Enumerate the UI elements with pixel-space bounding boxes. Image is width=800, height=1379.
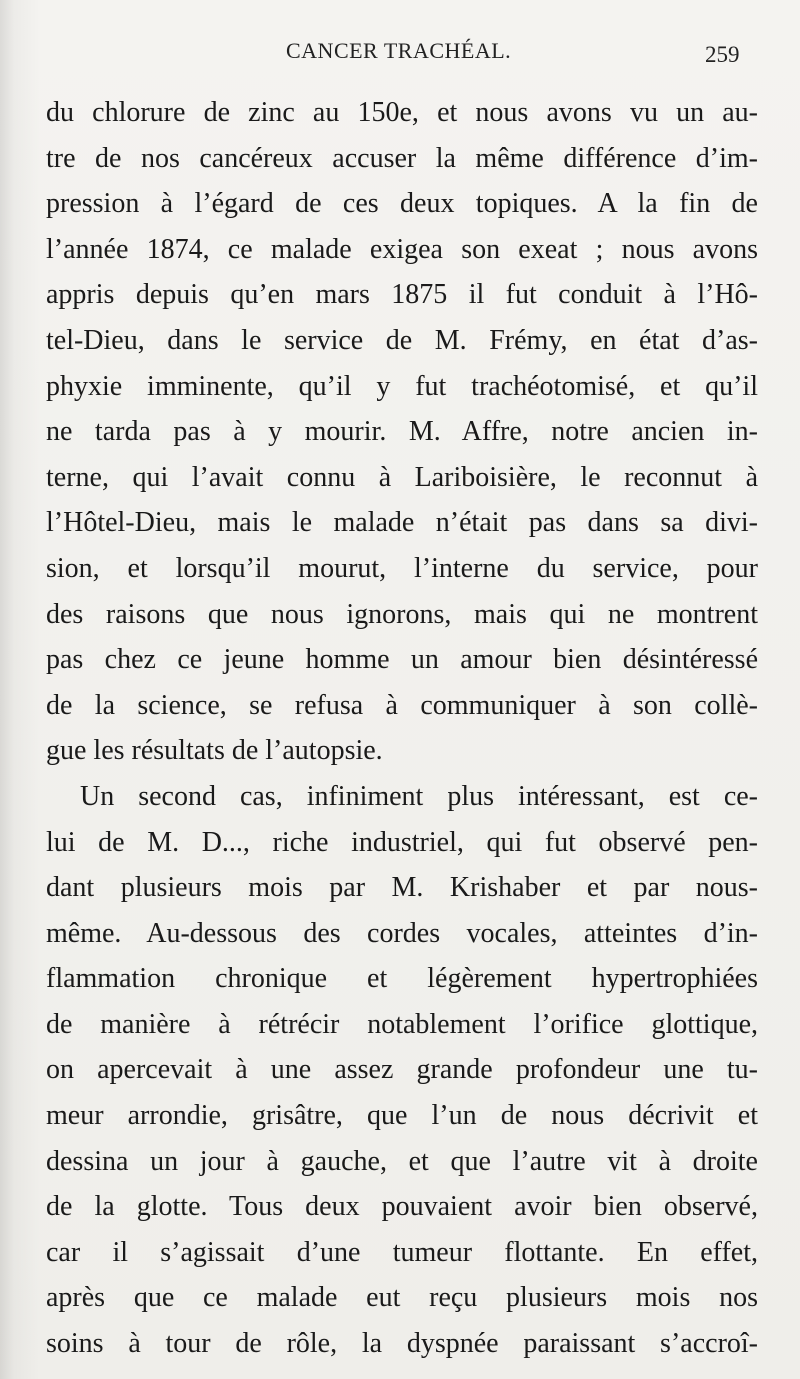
text-line: meur arrondie, grisâtre, que l’un de nous décrivit et bbox=[46, 1100, 758, 1132]
text-line: même. Au-dessous des cordes vocales, atteintes d’in- bbox=[46, 917, 758, 949]
page-number: 259 bbox=[705, 42, 740, 67]
running-title: CANCER TRACHÉAL. bbox=[286, 38, 512, 63]
text-line: appris depuis qu’en mars 1875 il fut conduit à l’Hô- bbox=[46, 279, 758, 311]
text-line: l’année 1874, ce malade exigea son exeat ; nous avons bbox=[46, 233, 758, 265]
text-line: gue les résultats de l’autopsie. bbox=[46, 735, 383, 767]
text-line: flammation chronique et légèrement hypertrophiées bbox=[46, 963, 758, 995]
text-line: sion, et lorsqu’il mourut, l’interne du service, pour bbox=[46, 552, 758, 584]
text-line: de manière à rétrécir notablement l’orifice glottique, bbox=[46, 1008, 758, 1040]
text-line: pas chez ce jeune homme un amour bien désintéressé bbox=[46, 644, 758, 676]
page-header bbox=[0, 38, 800, 78]
text-line: tre de nos cancéreux accuser la même différence d’im- bbox=[46, 142, 758, 174]
text-line: dessina un jour à gauche, et que l’autre vit à droite bbox=[46, 1145, 758, 1177]
text-line: phyxie imminente, qu’il y fut trachéotomisé, et qu’il bbox=[46, 370, 758, 402]
text-line: pression à l’égard de ces deux topiques. A la fin de bbox=[46, 188, 758, 220]
text-line: tel-Dieu, dans le service de M. Frémy, en état d’as- bbox=[46, 324, 758, 356]
text-line: après que ce malade eut reçu plusieurs mois nos bbox=[46, 1282, 758, 1314]
text-line: l’Hôtel-Dieu, mais le malade n’était pas dans sa divi- bbox=[46, 507, 758, 539]
paragraph-1 bbox=[46, 90, 758, 774]
text-line: de la science, se refusa à communiquer à son collè- bbox=[46, 689, 758, 721]
paragraph-2 bbox=[46, 774, 758, 1367]
text-line: ne tarda pas à y mourir. M. Affre, notre ancien in- bbox=[46, 416, 758, 448]
text-line: dant plusieurs mois par M. Krishaber et par nous- bbox=[46, 872, 758, 904]
text-line: des raisons que nous ignorons, mais qui ne montrent bbox=[46, 598, 758, 630]
text-line: terne, qui l’avait connu à Lariboisière, le reconnut à bbox=[46, 461, 758, 493]
text-line: de la glotte. Tous deux pouvaient avoir bien observé, bbox=[46, 1191, 758, 1223]
text-line: on apercevait à une assez grande profondeur une tu- bbox=[46, 1054, 758, 1086]
text-line: Un second cas, infiniment plus intéressant, est ce- bbox=[80, 780, 758, 812]
text-line: lui de M. D..., riche industriel, qui fut observé pen- bbox=[46, 826, 758, 858]
text-line: soins à tour de rôle, la dyspnée paraissant s’accroî- bbox=[46, 1328, 758, 1360]
text-line: du chlorure de zinc au 150e, et nous avons vu un au- bbox=[46, 97, 758, 128]
text-line: car il s’agissait d’une tumeur flottante. En effet, bbox=[46, 1236, 758, 1268]
body-text bbox=[46, 90, 758, 1367]
